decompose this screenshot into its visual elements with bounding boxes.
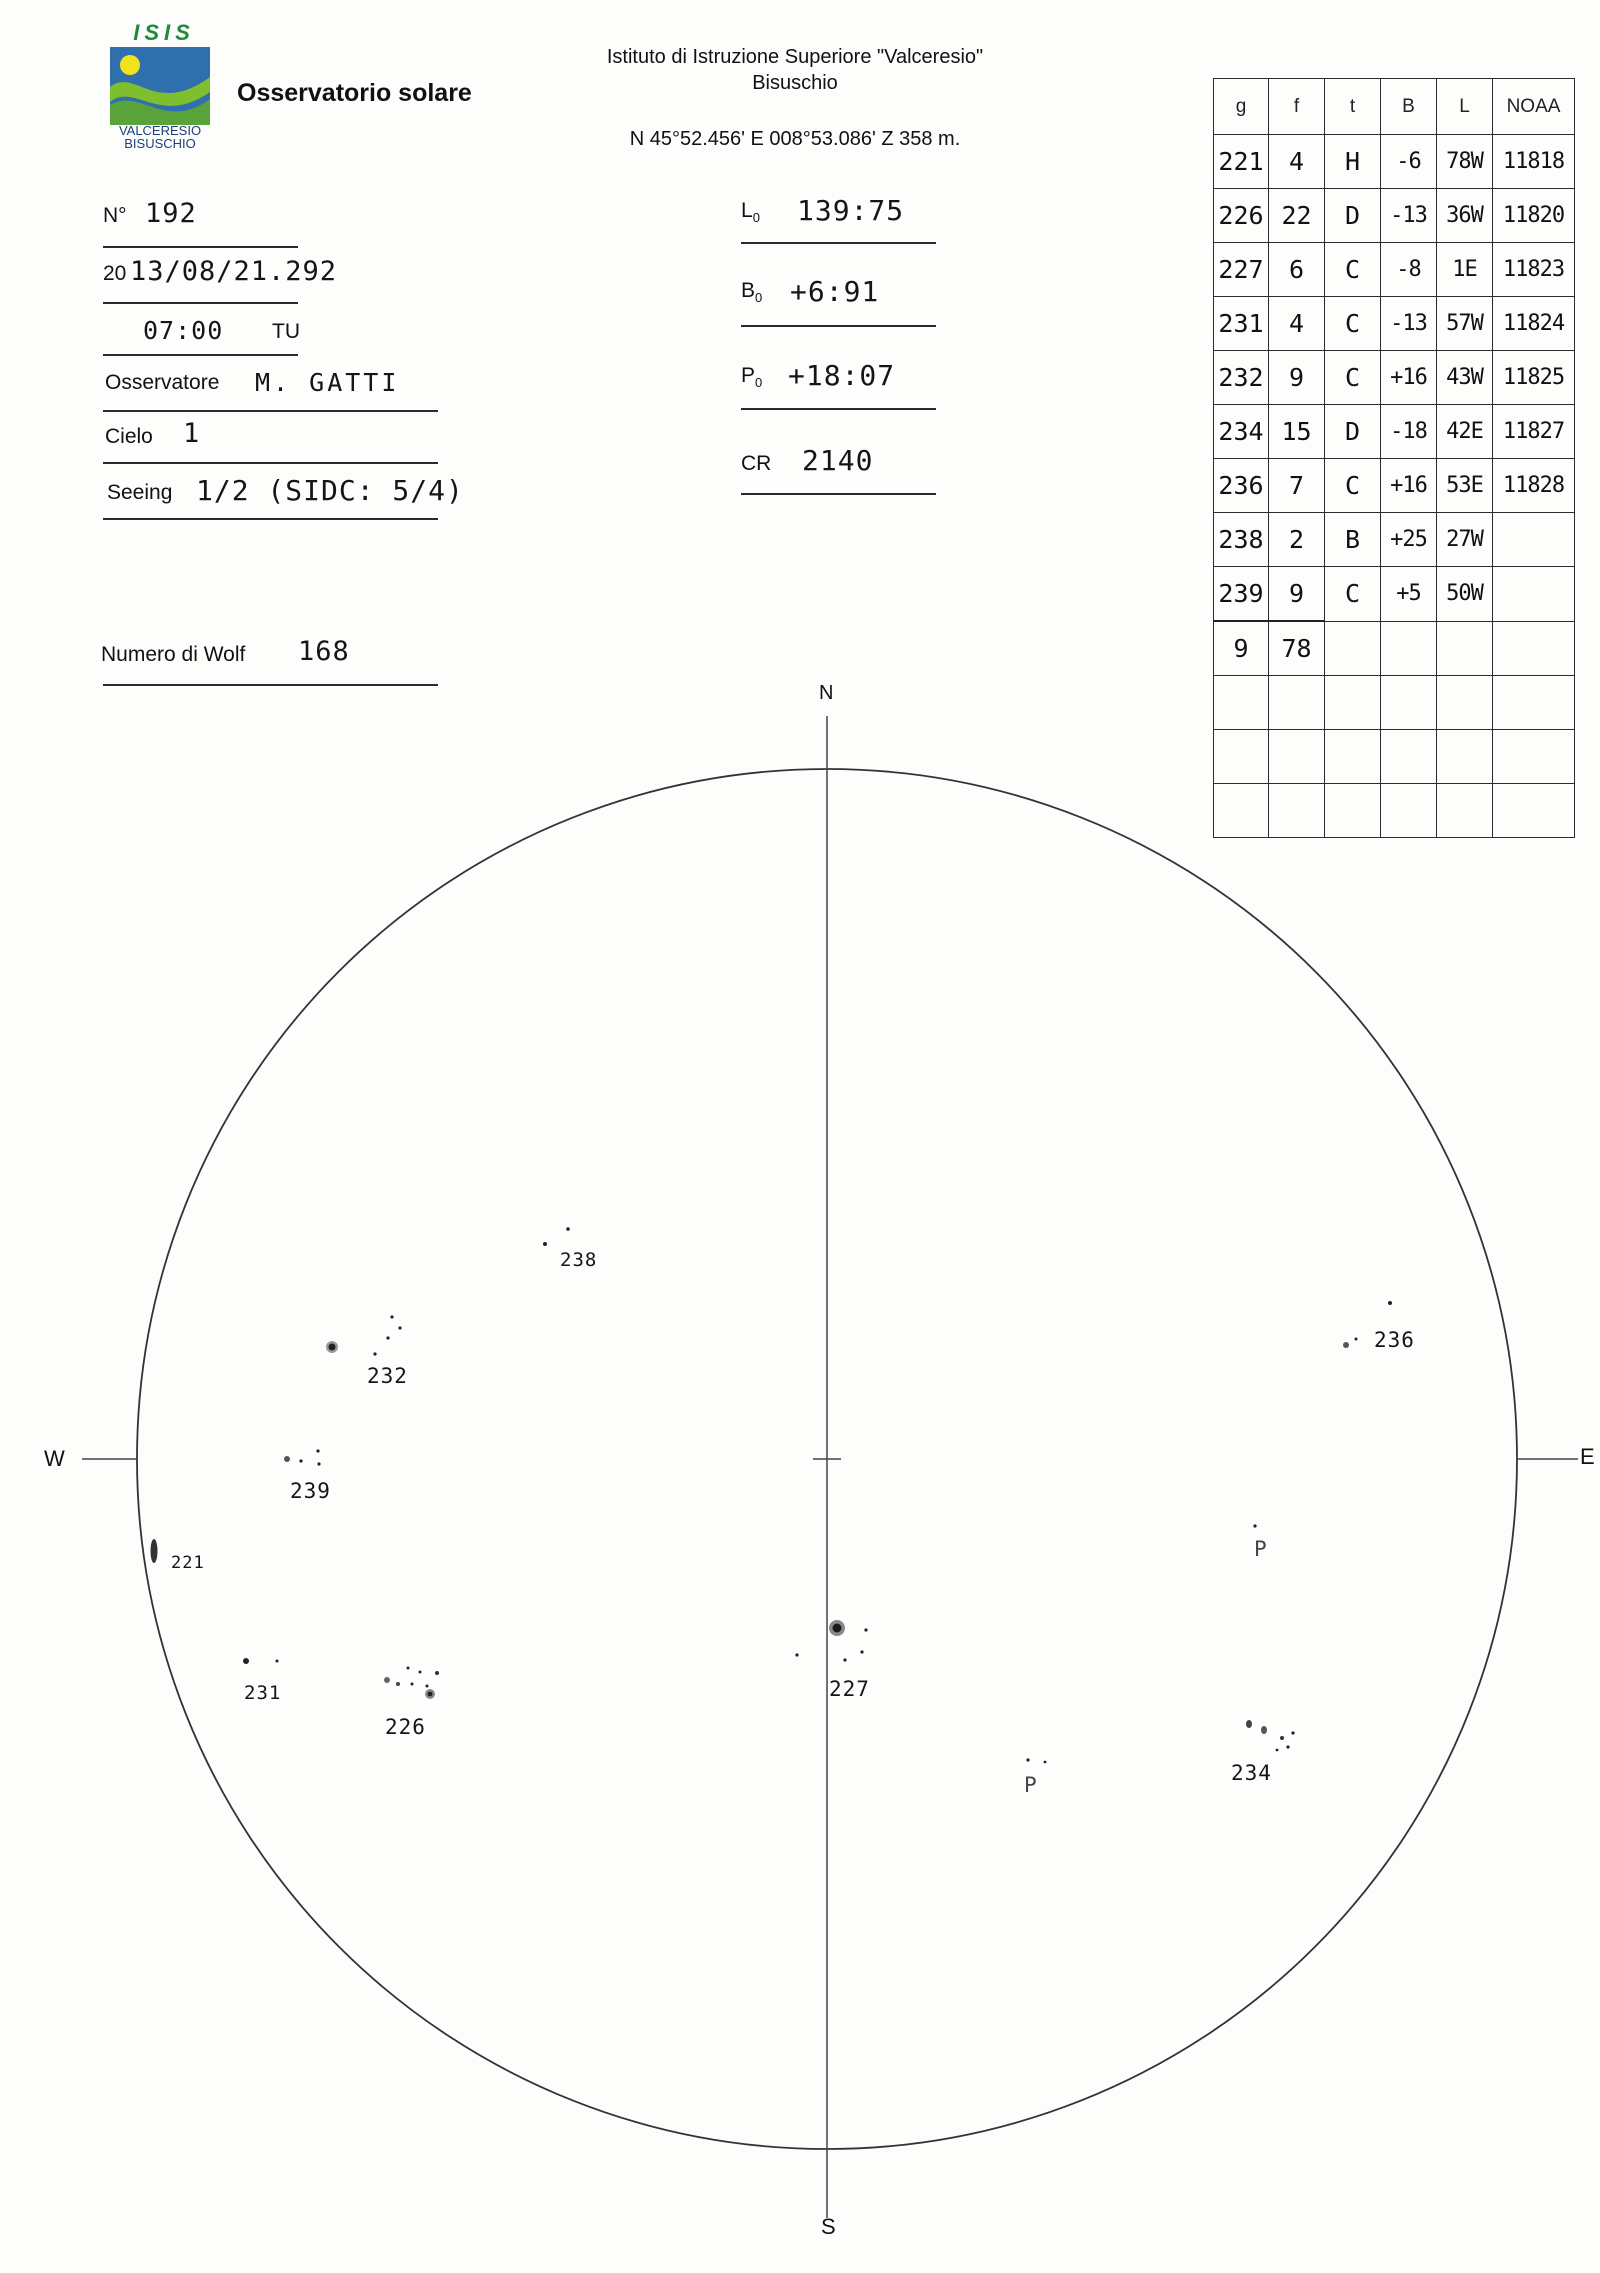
cell-g: 234 (1214, 405, 1269, 459)
cell-t: C (1325, 297, 1381, 351)
cell-b: -13 (1381, 297, 1437, 351)
cell-f: 7 (1269, 459, 1325, 513)
number-value: 192 (145, 198, 197, 229)
seeing-value: 1/2 (SIDC: 5/4) (196, 474, 464, 507)
header-noaa: NOAA (1493, 79, 1575, 135)
cell-noaa: 11827 (1493, 405, 1575, 459)
cell-l: 53E (1437, 459, 1493, 513)
cell-noaa: 11823 (1493, 243, 1575, 297)
cell-l: 78W (1437, 135, 1493, 189)
pore-marker (1253, 1524, 1256, 1527)
sunspot-group-221 (151, 1539, 158, 1563)
compass-east-label: E (1580, 1444, 1595, 1469)
sky-value: 1 (183, 418, 201, 449)
wolf-value: 168 (298, 636, 350, 667)
compass-west-label: W (44, 1446, 65, 1471)
compass-north-label: N (819, 682, 834, 704)
number-label: N° (103, 204, 127, 227)
sunspot-group-239 (284, 1449, 321, 1465)
cell-t: C (1325, 351, 1381, 405)
cell-f: 4 (1269, 135, 1325, 189)
wolf-label: Numero di Wolf (101, 643, 246, 666)
group-label-232: 232 (367, 1364, 408, 1388)
cell-l: 42E (1437, 405, 1493, 459)
pore-label: P (1024, 1773, 1038, 1797)
cell-t: B (1325, 513, 1381, 567)
date-value: 13/08/21.292 (130, 256, 338, 287)
time-value: 07:00 (143, 316, 224, 345)
sunspot-group-231 (243, 1658, 279, 1664)
cell-b: -6 (1381, 135, 1437, 189)
group-label-234: 234 (1231, 1761, 1272, 1785)
total-spots: 78 (1269, 621, 1325, 676)
site-coordinates: N 45°52.456' E 008°53.086' Z 358 m. (629, 128, 961, 150)
l0-label: $L_0$ (741, 199, 760, 226)
seeing-label: Seeing (107, 481, 173, 504)
cell-b: +16 (1381, 459, 1437, 513)
group-label-226: 226 (385, 1715, 426, 1739)
sunspot-group-232 (326, 1315, 402, 1355)
cell-b: +16 (1381, 351, 1437, 405)
cell-f: 9 (1269, 351, 1325, 405)
cell-g: 232 (1214, 351, 1269, 405)
cell-noaa: 11820 (1493, 189, 1575, 243)
cell-g: 239 (1214, 567, 1269, 622)
date-prefix: 20 (103, 262, 127, 285)
cell-g: 226 (1214, 189, 1269, 243)
sunspot-group-238 (543, 1227, 570, 1246)
group-label-227: 227 (829, 1677, 870, 1701)
total-groups: 9 (1214, 621, 1269, 676)
cell-l: 57W (1437, 297, 1493, 351)
cell-g: 236 (1214, 459, 1269, 513)
cell-f: 2 (1269, 513, 1325, 567)
l0-value: 139:75 (797, 194, 905, 227)
cell-f: 22 (1269, 189, 1325, 243)
header-f: f (1269, 79, 1325, 135)
group-label-239: 239 (290, 1479, 331, 1503)
logo-wordmark: ISIS (133, 20, 195, 45)
cell-l: 27W (1437, 513, 1493, 567)
observatory-title: Osservatorio solare (237, 79, 472, 107)
cell-g: 238 (1214, 513, 1269, 567)
compass-south-label: S (821, 2214, 836, 2239)
time-suffix: TU (272, 320, 300, 343)
cell-g: 221 (1214, 135, 1269, 189)
b0-label: $B_0$ (741, 279, 763, 306)
sunspot-group-226 (384, 1667, 439, 1700)
header-b: B (1381, 79, 1437, 135)
pore-label: P (1254, 1537, 1268, 1561)
cell-t: H (1325, 135, 1381, 189)
cell-f: 9 (1269, 567, 1325, 622)
institute-line-2: Bisuschio (752, 72, 838, 94)
cell-t: C (1325, 243, 1381, 297)
logo-caption-line2: BISUSCHIO (124, 136, 196, 151)
cell-g: 231 (1214, 297, 1269, 351)
cell-b: -8 (1381, 243, 1437, 297)
p0-label: $P_0$ (741, 364, 763, 391)
logo-caption-line1: VALCERESIO (118, 123, 202, 138)
cell-t: D (1325, 405, 1381, 459)
sunspot-group-227 (795, 1620, 867, 1662)
sunspot-group-234 (1246, 1720, 1295, 1751)
sky-label: Cielo (105, 425, 153, 448)
cell-g: 227 (1214, 243, 1269, 297)
cell-l: 36W (1437, 189, 1493, 243)
pore-marker (1026, 1758, 1029, 1761)
group-label-221: 221 (171, 1553, 205, 1573)
cell-b: +25 (1381, 513, 1437, 567)
header-g: g (1214, 79, 1269, 135)
cr-label: CR (741, 452, 772, 475)
cell-noaa: 11824 (1493, 297, 1575, 351)
cell-b: -13 (1381, 189, 1437, 243)
cell-l: 50W (1437, 567, 1493, 622)
b0-value: +6:91 (790, 275, 880, 308)
group-label-236: 236 (1374, 1328, 1415, 1352)
cell-l: 43W (1437, 351, 1493, 405)
p0-value: +18:07 (788, 359, 896, 392)
cell-noaa: 11825 (1493, 351, 1575, 405)
cell-b: +5 (1381, 567, 1437, 622)
cell-f: 6 (1269, 243, 1325, 297)
pore-marker (1044, 1761, 1047, 1764)
header-t: t (1325, 79, 1381, 135)
header-l: L (1437, 79, 1493, 135)
group-label-231: 231 (244, 1682, 282, 1704)
cell-noaa: 11818 (1493, 135, 1575, 189)
cell-noaa: 11828 (1493, 459, 1575, 513)
cell-l: 1E (1437, 243, 1493, 297)
cell-t: C (1325, 459, 1381, 513)
group-label-238: 238 (560, 1249, 598, 1271)
cell-b: -18 (1381, 405, 1437, 459)
cell-f: 15 (1269, 405, 1325, 459)
cell-t: D (1325, 189, 1381, 243)
observer-label: Osservatore (105, 371, 220, 394)
cell-f: 4 (1269, 297, 1325, 351)
observer-value: M. GATTI (255, 368, 400, 397)
cell-t: C (1325, 567, 1381, 622)
institute-line-1: Istituto di Istruzione Superiore "Valceresio" (606, 46, 984, 68)
cr-value: 2140 (802, 444, 874, 477)
